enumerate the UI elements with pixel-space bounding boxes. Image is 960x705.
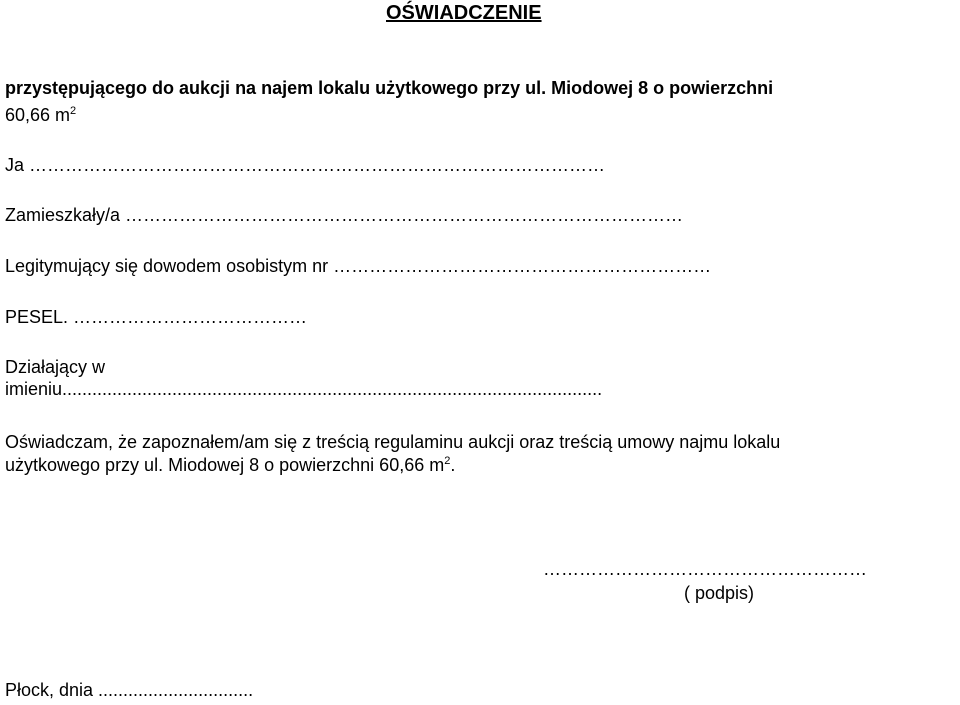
subject-area-superscript: 2: [70, 105, 77, 117]
field-id-dots: ………………………………………………………: [333, 256, 712, 276]
declaration-period: .: [450, 455, 456, 475]
field-acting-label-line2: imieniu: [5, 379, 63, 399]
declaration-superscript: 2: [444, 455, 451, 467]
field-id-label: Legitymujący się dowodem osobistym nr: [5, 256, 334, 276]
declaration-text: [5, 431, 780, 477]
place-date-line: Płock, dnia ...............................: [5, 680, 254, 700]
declaration-line2-text: użytkowego przy ul. Miodowej 8 o powierzchni 60,66 m: [5, 455, 445, 475]
subject-area-value: 60,66 m: [5, 105, 71, 125]
signature-line: ………………………………………………: [543, 559, 867, 579]
field-pesel-dots: …………………………………: [73, 307, 308, 327]
signature-label: ( podpis): [684, 583, 755, 603]
field-id-number: [5, 256, 711, 277]
declaration-line2: [5, 454, 780, 477]
field-acting: [5, 379, 602, 400]
declaration-line1: Oświadczam, że zapoznałem/am się z treścią regulaminu aukcji oraz treścią umowy najmu lokalu: [5, 432, 781, 452]
field-name-label: Ja: [5, 155, 30, 175]
field-pesel-label: PESEL.: [5, 307, 74, 327]
subject-line: przystępującego do aukcji na najem lokalu użytkowego przy ul. Miodowej 8 o powierzchni: [5, 78, 774, 98]
field-name: [5, 155, 605, 176]
document-title: OŚWIADCZENIE: [386, 2, 542, 24]
field-pesel: [5, 307, 307, 328]
subject-area: [5, 105, 76, 126]
field-residence-label: Zamieszkały/a: [5, 205, 126, 225]
field-residence: [5, 205, 683, 226]
field-acting-dots: ............................................................................................................: [62, 379, 603, 399]
field-acting-label-line1: Działający w: [5, 357, 106, 377]
field-name-dots: ……………………………………………………………………………………: [29, 155, 606, 175]
field-residence-dots: …………………………………………………………………………………: [125, 205, 684, 225]
